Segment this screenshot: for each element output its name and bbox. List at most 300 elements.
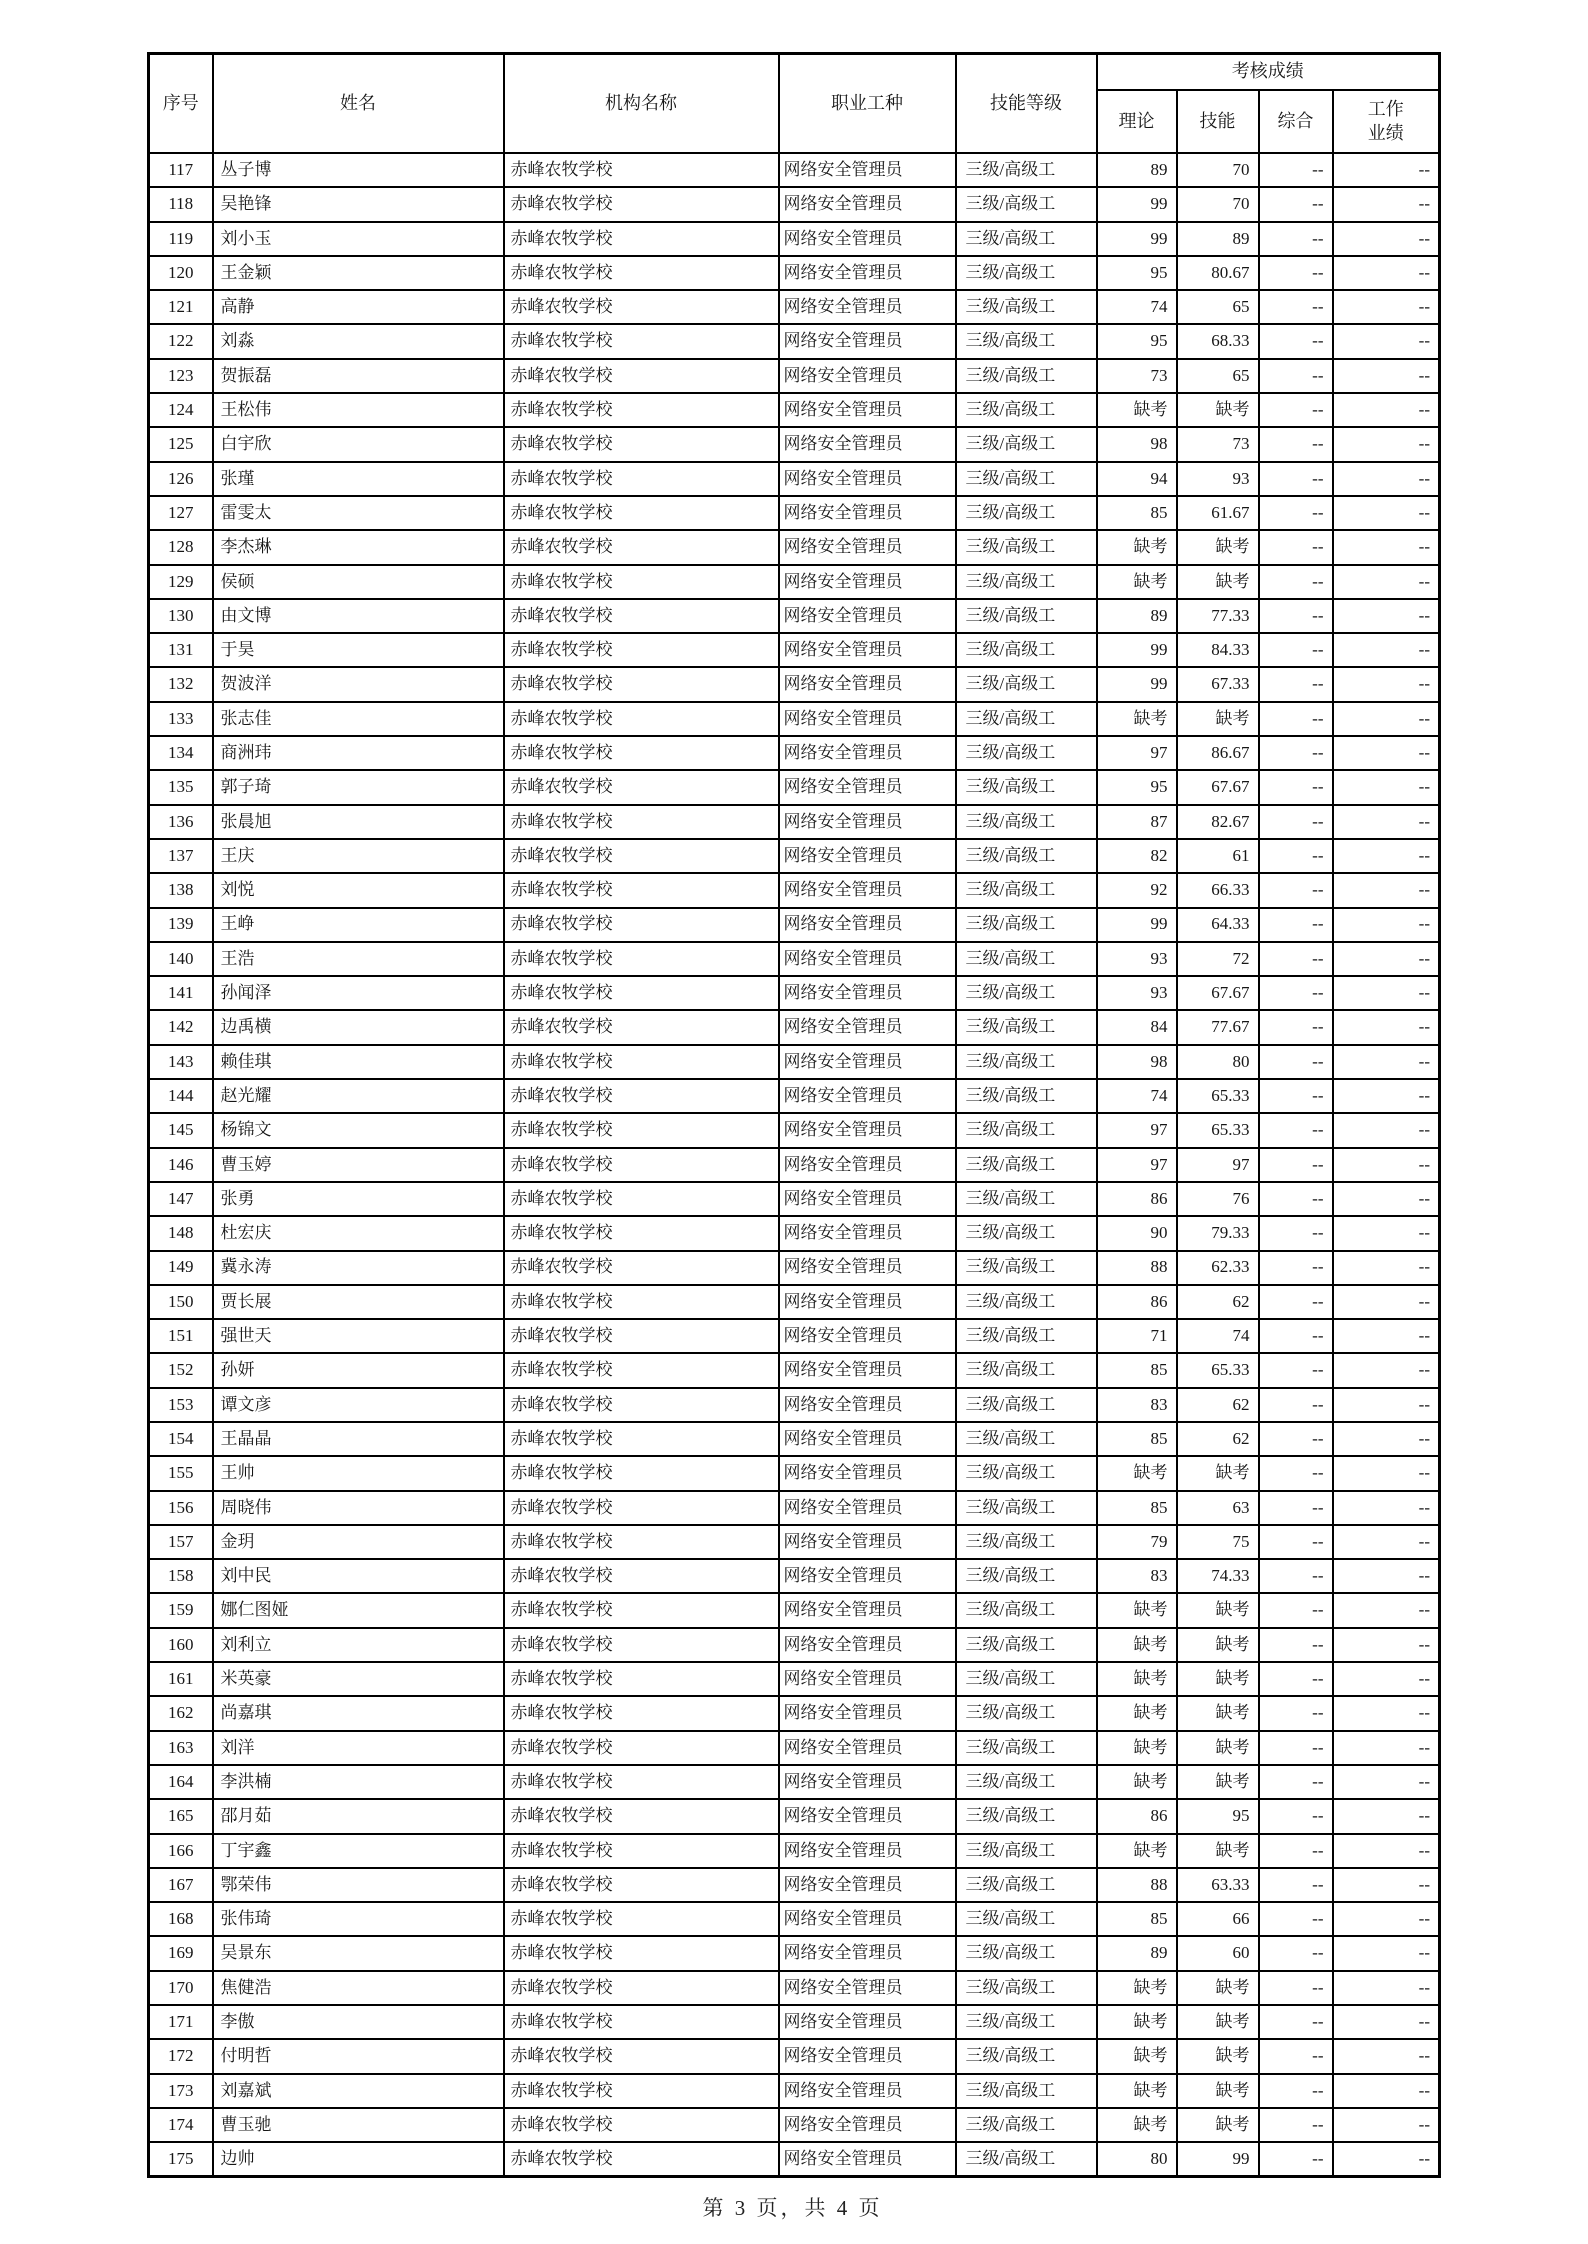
cell-institution: 赤峰农牧学校 <box>504 633 779 667</box>
page-number-footer: 第 3 页，共 4 页 <box>702 2196 883 2220</box>
cell-serial: 132 <box>149 667 213 701</box>
cell-work-performance: -- <box>1333 2142 1440 2176</box>
cell-skill-score: 73 <box>1177 427 1259 461</box>
cell-occupation: 网络安全管理员 <box>779 1422 956 1456</box>
cell-theory-score: 缺考 <box>1097 2108 1177 2142</box>
table-row <box>149 565 1440 599</box>
cell-theory-score: 缺考 <box>1097 702 1177 736</box>
table-row <box>149 222 1440 256</box>
cell-skill-level: 三级/高级工 <box>956 1148 1097 1182</box>
cell-institution: 赤峰农牧学校 <box>504 942 779 976</box>
cell-occupation: 网络安全管理员 <box>779 530 956 564</box>
cell-name: 王浩 <box>213 942 504 976</box>
table-row <box>149 1834 1440 1868</box>
cell-institution: 赤峰农牧学校 <box>504 1148 779 1182</box>
cell-skill-level: 三级/高级工 <box>956 736 1097 770</box>
cell-institution: 赤峰农牧学校 <box>504 2039 779 2073</box>
cell-serial: 142 <box>149 1010 213 1044</box>
header-theory: 理论 <box>1097 90 1177 153</box>
cell-skill-level: 三级/高级工 <box>956 1251 1097 1285</box>
cell-serial: 124 <box>149 393 213 427</box>
table-row <box>149 393 1440 427</box>
cell-institution: 赤峰农牧学校 <box>504 462 779 496</box>
cell-name: 赵光耀 <box>213 1079 504 1113</box>
cell-work-performance: -- <box>1333 1388 1440 1422</box>
cell-theory-score: 83 <box>1097 1388 1177 1422</box>
cell-work-performance: -- <box>1333 908 1440 942</box>
cell-theory-score: 缺考 <box>1097 1765 1177 1799</box>
cell-name: 金玥 <box>213 1525 504 1559</box>
cell-occupation: 网络安全管理员 <box>779 976 956 1010</box>
cell-skill-score: 缺考 <box>1177 2108 1259 2142</box>
cell-occupation: 网络安全管理员 <box>779 1285 956 1319</box>
cell-serial: 118 <box>149 187 213 221</box>
cell-work-performance: -- <box>1333 1868 1440 1902</box>
cell-skill-level: 三级/高级工 <box>956 1045 1097 1079</box>
cell-comprehensive-score: -- <box>1259 2005 1333 2039</box>
cell-skill-level: 三级/高级工 <box>956 1765 1097 1799</box>
cell-work-performance: -- <box>1333 1319 1440 1353</box>
cell-institution: 赤峰农牧学校 <box>504 1353 779 1387</box>
cell-skill-score: 62 <box>1177 1285 1259 1319</box>
cell-name: 刘悦 <box>213 873 504 907</box>
cell-theory-score: 缺考 <box>1097 1593 1177 1627</box>
cell-serial: 144 <box>149 1079 213 1113</box>
cell-work-performance: -- <box>1333 359 1440 393</box>
cell-skill-score: 84.33 <box>1177 633 1259 667</box>
cell-occupation: 网络安全管理员 <box>779 1593 956 1627</box>
table-row <box>149 736 1440 770</box>
cell-skill-score: 77.33 <box>1177 599 1259 633</box>
cell-theory-score: 缺考 <box>1097 1971 1177 2005</box>
table-row <box>149 1696 1440 1730</box>
cell-theory-score: 缺考 <box>1097 565 1177 599</box>
cell-theory-score: 82 <box>1097 839 1177 873</box>
cell-theory-score: 74 <box>1097 1079 1177 1113</box>
cell-work-performance: -- <box>1333 187 1440 221</box>
cell-institution: 赤峰农牧学校 <box>504 1662 779 1696</box>
table-row <box>149 908 1440 942</box>
cell-serial: 140 <box>149 942 213 976</box>
cell-serial: 168 <box>149 1902 213 1936</box>
cell-name: 王帅 <box>213 1456 504 1490</box>
table-row <box>149 256 1440 290</box>
cell-serial: 173 <box>149 2074 213 2108</box>
cell-work-performance: -- <box>1333 942 1440 976</box>
cell-occupation: 网络安全管理员 <box>779 324 956 358</box>
cell-work-performance: -- <box>1333 1113 1440 1147</box>
cell-work-performance: -- <box>1333 667 1440 701</box>
cell-skill-score: 72 <box>1177 942 1259 976</box>
cell-serial: 153 <box>149 1388 213 1422</box>
cell-name: 刘利立 <box>213 1628 504 1662</box>
cell-institution: 赤峰农牧学校 <box>504 1319 779 1353</box>
cell-institution: 赤峰农牧学校 <box>504 1251 779 1285</box>
cell-skill-level: 三级/高级工 <box>956 359 1097 393</box>
cell-work-performance: -- <box>1333 702 1440 736</box>
table-row <box>149 1045 1440 1079</box>
cell-theory-score: 99 <box>1097 633 1177 667</box>
cell-name: 贺振磊 <box>213 359 504 393</box>
cell-comprehensive-score: -- <box>1259 1731 1333 1765</box>
cell-name: 白宇欣 <box>213 427 504 461</box>
cell-comprehensive-score: -- <box>1259 1662 1333 1696</box>
cell-occupation: 网络安全管理员 <box>779 1765 956 1799</box>
cell-skill-score: 缺考 <box>1177 1834 1259 1868</box>
cell-occupation: 网络安全管理员 <box>779 2074 956 2108</box>
cell-name: 吴景东 <box>213 1936 504 1970</box>
cell-occupation: 网络安全管理员 <box>779 2108 956 2142</box>
table-row <box>149 187 1440 221</box>
table-row <box>149 942 1440 976</box>
cell-skill-level: 三级/高级工 <box>956 290 1097 324</box>
cell-institution: 赤峰农牧学校 <box>504 839 779 873</box>
cell-serial: 145 <box>149 1113 213 1147</box>
cell-institution: 赤峰农牧学校 <box>504 1868 779 1902</box>
cell-serial: 169 <box>149 1936 213 1970</box>
cell-skill-score: 缺考 <box>1177 702 1259 736</box>
table-row <box>149 530 1440 564</box>
cell-comprehensive-score: -- <box>1259 702 1333 736</box>
table-row <box>149 324 1440 358</box>
cell-occupation: 网络安全管理员 <box>779 1182 956 1216</box>
table-row <box>149 1902 1440 1936</box>
cell-name: 刘中民 <box>213 1559 504 1593</box>
cell-serial: 152 <box>149 1353 213 1387</box>
cell-institution: 赤峰农牧学校 <box>504 2074 779 2108</box>
cell-work-performance: -- <box>1333 1765 1440 1799</box>
cell-skill-score: 63.33 <box>1177 1868 1259 1902</box>
cell-institution: 赤峰农牧学校 <box>504 1113 779 1147</box>
cell-name: 侯硕 <box>213 565 504 599</box>
cell-theory-score: 86 <box>1097 1182 1177 1216</box>
cell-occupation: 网络安全管理员 <box>779 1353 956 1387</box>
cell-comprehensive-score: -- <box>1259 1628 1333 1662</box>
cell-comprehensive-score: -- <box>1259 565 1333 599</box>
cell-work-performance: -- <box>1333 1045 1440 1079</box>
cell-skill-level: 三级/高级工 <box>956 1868 1097 1902</box>
table-row <box>149 633 1440 667</box>
cell-institution: 赤峰农牧学校 <box>504 976 779 1010</box>
cell-name: 边帅 <box>213 2142 504 2176</box>
table-row <box>149 462 1440 496</box>
cell-institution: 赤峰农牧学校 <box>504 256 779 290</box>
cell-work-performance: -- <box>1333 2074 1440 2108</box>
cell-serial: 136 <box>149 805 213 839</box>
cell-skill-level: 三级/高级工 <box>956 942 1097 976</box>
cell-skill-score: 缺考 <box>1177 2074 1259 2108</box>
cell-comprehensive-score: -- <box>1259 324 1333 358</box>
cell-occupation: 网络安全管理员 <box>779 1662 956 1696</box>
cell-occupation: 网络安全管理员 <box>779 462 956 496</box>
cell-skill-score: 95 <box>1177 1799 1259 1833</box>
cell-serial: 129 <box>149 565 213 599</box>
cell-comprehensive-score: -- <box>1259 1902 1333 1936</box>
cell-institution: 赤峰农牧学校 <box>504 908 779 942</box>
cell-skill-score: 缺考 <box>1177 530 1259 564</box>
cell-comprehensive-score: -- <box>1259 873 1333 907</box>
cell-institution: 赤峰农牧学校 <box>504 359 779 393</box>
cell-work-performance: -- <box>1333 839 1440 873</box>
table-row <box>149 873 1440 907</box>
cell-skill-level: 三级/高级工 <box>956 1628 1097 1662</box>
cell-skill-score: 80 <box>1177 1045 1259 1079</box>
cell-serial: 119 <box>149 222 213 256</box>
cell-theory-score: 99 <box>1097 187 1177 221</box>
cell-comprehensive-score: -- <box>1259 1868 1333 1902</box>
cell-work-performance: -- <box>1333 1491 1440 1525</box>
cell-work-performance: -- <box>1333 1662 1440 1696</box>
cell-skill-level: 三级/高级工 <box>956 427 1097 461</box>
cell-work-performance: -- <box>1333 1182 1440 1216</box>
cell-occupation: 网络安全管理员 <box>779 873 956 907</box>
cell-comprehensive-score: -- <box>1259 839 1333 873</box>
cell-serial: 117 <box>149 153 213 187</box>
cell-skill-score: 61 <box>1177 839 1259 873</box>
cell-comprehensive-score: -- <box>1259 1353 1333 1387</box>
table-row <box>149 153 1440 187</box>
cell-institution: 赤峰农牧学校 <box>504 1388 779 1422</box>
cell-institution: 赤峰农牧学校 <box>504 667 779 701</box>
cell-theory-score: 缺考 <box>1097 1731 1177 1765</box>
cell-comprehensive-score: -- <box>1259 908 1333 942</box>
cell-occupation: 网络安全管理员 <box>779 1491 956 1525</box>
cell-serial: 155 <box>149 1456 213 1490</box>
cell-occupation: 网络安全管理员 <box>779 633 956 667</box>
cell-skill-level: 三级/高级工 <box>956 393 1097 427</box>
cell-skill-score: 60 <box>1177 1936 1259 1970</box>
cell-theory-score: 99 <box>1097 222 1177 256</box>
cell-serial: 154 <box>149 1422 213 1456</box>
cell-theory-score: 74 <box>1097 290 1177 324</box>
cell-theory-score: 89 <box>1097 599 1177 633</box>
table-row <box>149 667 1440 701</box>
cell-skill-score: 76 <box>1177 1182 1259 1216</box>
cell-occupation: 网络安全管理员 <box>779 1834 956 1868</box>
table-row <box>149 2005 1440 2039</box>
cell-skill-score: 缺考 <box>1177 2005 1259 2039</box>
cell-name: 邵月茹 <box>213 1799 504 1833</box>
cell-serial: 162 <box>149 1696 213 1730</box>
cell-work-performance: -- <box>1333 1079 1440 1113</box>
cell-theory-score: 71 <box>1097 1319 1177 1353</box>
table-row <box>149 1731 1440 1765</box>
table-row <box>149 1936 1440 1970</box>
cell-skill-score: 89 <box>1177 222 1259 256</box>
cell-work-performance: -- <box>1333 462 1440 496</box>
header-work-performance <box>1333 90 1440 153</box>
cell-occupation: 网络安全管理员 <box>779 359 956 393</box>
cell-institution: 赤峰农牧学校 <box>504 324 779 358</box>
cell-name: 雷雯太 <box>213 496 504 530</box>
cell-institution: 赤峰农牧学校 <box>504 530 779 564</box>
cell-name: 刘嘉斌 <box>213 2074 504 2108</box>
cell-name: 于昊 <box>213 633 504 667</box>
cell-institution: 赤峰农牧学校 <box>504 290 779 324</box>
cell-institution: 赤峰农牧学校 <box>504 736 779 770</box>
cell-work-performance: -- <box>1333 1525 1440 1559</box>
cell-name: 刘小玉 <box>213 222 504 256</box>
cell-institution: 赤峰农牧学校 <box>504 1422 779 1456</box>
cell-institution: 赤峰农牧学校 <box>504 1079 779 1113</box>
table-row <box>149 1971 1440 2005</box>
cell-skill-score: 97 <box>1177 1148 1259 1182</box>
cell-skill-score: 65 <box>1177 359 1259 393</box>
cell-serial: 158 <box>149 1559 213 1593</box>
cell-comprehensive-score: -- <box>1259 1010 1333 1044</box>
cell-occupation: 网络安全管理员 <box>779 1113 956 1147</box>
cell-skill-level: 三级/高级工 <box>956 2108 1097 2142</box>
cell-serial: 160 <box>149 1628 213 1662</box>
table-row <box>149 1662 1440 1696</box>
cell-institution: 赤峰农牧学校 <box>504 2142 779 2176</box>
table-row <box>149 1868 1440 1902</box>
cell-occupation: 网络安全管理员 <box>779 2005 956 2039</box>
cell-skill-level: 三级/高级工 <box>956 770 1097 804</box>
cell-theory-score: 98 <box>1097 427 1177 461</box>
cell-institution: 赤峰农牧学校 <box>504 427 779 461</box>
cell-name: 米英豪 <box>213 1662 504 1696</box>
cell-occupation: 网络安全管理员 <box>779 1868 956 1902</box>
cell-skill-score: 70 <box>1177 153 1259 187</box>
cell-serial: 149 <box>149 1251 213 1285</box>
cell-skill-score: 65.33 <box>1177 1113 1259 1147</box>
cell-skill-level: 三级/高级工 <box>956 1971 1097 2005</box>
cell-work-performance: -- <box>1333 2108 1440 2142</box>
cell-name: 刘洋 <box>213 1731 504 1765</box>
cell-theory-score: 95 <box>1097 770 1177 804</box>
cell-occupation: 网络安全管理员 <box>779 736 956 770</box>
cell-occupation: 网络安全管理员 <box>779 1148 956 1182</box>
cell-institution: 赤峰农牧学校 <box>504 2108 779 2142</box>
header-comprehensive: 综合 <box>1259 90 1333 153</box>
cell-name: 丛子博 <box>213 153 504 187</box>
cell-name: 王峥 <box>213 908 504 942</box>
cell-occupation: 网络安全管理员 <box>779 1319 956 1353</box>
cell-work-performance: -- <box>1333 873 1440 907</box>
cell-skill-level: 三级/高级工 <box>956 1353 1097 1387</box>
cell-institution: 赤峰农牧学校 <box>504 599 779 633</box>
cell-work-performance: -- <box>1333 1422 1440 1456</box>
cell-institution: 赤峰农牧学校 <box>504 1902 779 1936</box>
cell-work-performance: -- <box>1333 565 1440 599</box>
cell-occupation: 网络安全管理员 <box>779 565 956 599</box>
table-row <box>149 702 1440 736</box>
cell-work-performance: -- <box>1333 1696 1440 1730</box>
header-serial: 序号 <box>149 54 213 154</box>
cell-comprehensive-score: -- <box>1259 290 1333 324</box>
cell-skill-level: 三级/高级工 <box>956 702 1097 736</box>
cell-institution: 赤峰农牧学校 <box>504 1696 779 1730</box>
cell-skill-score: 63 <box>1177 1491 1259 1525</box>
table-row <box>149 1491 1440 1525</box>
cell-comprehensive-score: -- <box>1259 770 1333 804</box>
cell-comprehensive-score: -- <box>1259 1559 1333 1593</box>
cell-institution: 赤峰农牧学校 <box>504 1799 779 1833</box>
cell-skill-level: 三级/高级工 <box>956 1936 1097 1970</box>
cell-occupation: 网络安全管理员 <box>779 256 956 290</box>
table-row <box>149 1010 1440 1044</box>
cell-comprehensive-score: -- <box>1259 1525 1333 1559</box>
cell-theory-score: 99 <box>1097 908 1177 942</box>
cell-work-performance: -- <box>1333 599 1440 633</box>
cell-skill-level: 三级/高级工 <box>956 805 1097 839</box>
cell-name: 孙妍 <box>213 1353 504 1387</box>
cell-name: 张志佳 <box>213 702 504 736</box>
cell-comprehensive-score: -- <box>1259 1388 1333 1422</box>
cell-occupation: 网络安全管理员 <box>779 805 956 839</box>
cell-serial: 161 <box>149 1662 213 1696</box>
cell-institution: 赤峰农牧学校 <box>504 1971 779 2005</box>
cell-theory-score: 85 <box>1097 496 1177 530</box>
cell-skill-score: 86.67 <box>1177 736 1259 770</box>
header-institution: 机构名称 <box>504 54 779 154</box>
cell-skill-level: 三级/高级工 <box>956 1834 1097 1868</box>
cell-theory-score: 97 <box>1097 736 1177 770</box>
cell-comprehensive-score: -- <box>1259 736 1333 770</box>
cell-skill-score: 缺考 <box>1177 1456 1259 1490</box>
cell-comprehensive-score: -- <box>1259 427 1333 461</box>
cell-occupation: 网络安全管理员 <box>779 2039 956 2073</box>
cell-name: 李傲 <box>213 2005 504 2039</box>
cell-occupation: 网络安全管理员 <box>779 770 956 804</box>
cell-comprehensive-score: -- <box>1259 2074 1333 2108</box>
cell-work-performance: -- <box>1333 805 1440 839</box>
cell-serial: 163 <box>149 1731 213 1765</box>
cell-skill-level: 三级/高级工 <box>956 633 1097 667</box>
cell-serial: 128 <box>149 530 213 564</box>
cell-occupation: 网络安全管理员 <box>779 1971 956 2005</box>
cell-institution: 赤峰农牧学校 <box>504 222 779 256</box>
cell-theory-score: 98 <box>1097 1045 1177 1079</box>
cell-name: 刘淼 <box>213 324 504 358</box>
cell-work-performance: -- <box>1333 1936 1440 1970</box>
cell-work-performance: -- <box>1333 222 1440 256</box>
cell-skill-score: 65.33 <box>1177 1353 1259 1387</box>
cell-serial: 147 <box>149 1182 213 1216</box>
cell-occupation: 网络安全管理员 <box>779 702 956 736</box>
cell-theory-score: 89 <box>1097 153 1177 187</box>
cell-theory-score: 73 <box>1097 359 1177 393</box>
cell-skill-score: 80.67 <box>1177 256 1259 290</box>
table-row <box>149 1388 1440 1422</box>
cell-comprehensive-score: -- <box>1259 187 1333 221</box>
cell-institution: 赤峰农牧学校 <box>504 1456 779 1490</box>
cell-serial: 139 <box>149 908 213 942</box>
cell-skill-score: 66 <box>1177 1902 1259 1936</box>
cell-theory-score: 缺考 <box>1097 393 1177 427</box>
cell-theory-score: 缺考 <box>1097 2039 1177 2073</box>
cell-comprehensive-score: -- <box>1259 1422 1333 1456</box>
cell-skill-level: 三级/高级工 <box>956 976 1097 1010</box>
table-row <box>149 1593 1440 1627</box>
table-row <box>149 1319 1440 1353</box>
cell-work-performance: -- <box>1333 976 1440 1010</box>
cell-skill-level: 三级/高级工 <box>956 222 1097 256</box>
table-row <box>149 976 1440 1010</box>
cell-serial: 156 <box>149 1491 213 1525</box>
cell-skill-level: 三级/高级工 <box>956 1182 1097 1216</box>
cell-serial: 123 <box>149 359 213 393</box>
cell-comprehensive-score: -- <box>1259 1045 1333 1079</box>
cell-skill-level: 三级/高级工 <box>956 496 1097 530</box>
cell-occupation: 网络安全管理员 <box>779 1559 956 1593</box>
table-row <box>149 2108 1440 2142</box>
cell-theory-score: 缺考 <box>1097 2074 1177 2108</box>
cell-serial: 125 <box>149 427 213 461</box>
cell-theory-score: 80 <box>1097 2142 1177 2176</box>
cell-work-performance: -- <box>1333 2039 1440 2073</box>
